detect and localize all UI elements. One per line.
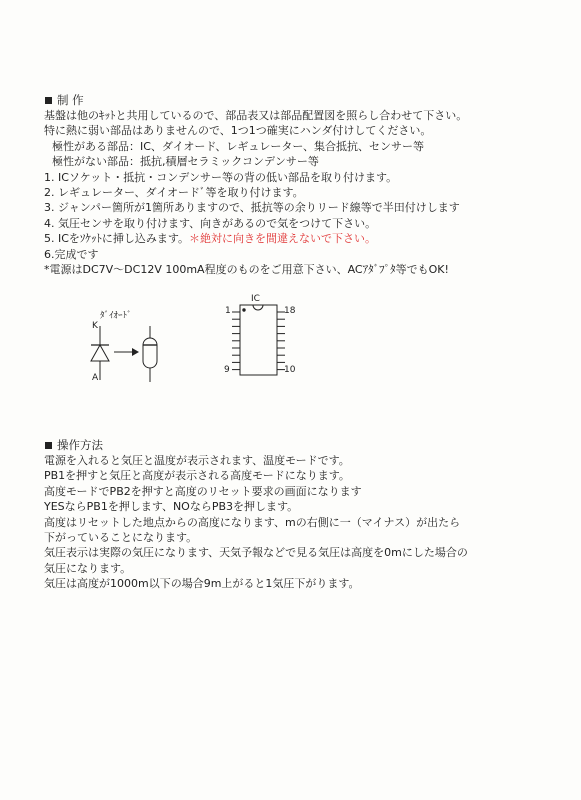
power-note: *電源はDC7V～DC12V 100mA程度のものをご用意下さい、ACｱﾀﾞﾌﾟﾀ等でもOK! [44,263,449,277]
ops-line-4: YESならPB1を押します、NOならPB3を押します。 [44,500,299,514]
make-step-1: 1. ICソケット・抵抗・コンデンサー等の背の低い部品を取り付けます。 [44,170,398,184]
make-line-2: 特に熱に弱い部品はありませんので、1つ1つ確実にハンダ付けしてください。 [44,124,432,138]
ops-line-8: 気圧になります。 [44,561,132,575]
make-step-5 [44,231,544,246]
ic-body [240,305,277,375]
make-step-6: 6.完成です [44,247,99,261]
physical-diode-body [143,338,157,368]
ic-pin-9-label: 9 [224,365,230,375]
ops-line-1: 電源を入れると気圧と温度が表示されます、温度モードです。 [44,454,350,467]
make-step-3: 3. ジャンパー箇所が1箇所ありますので、抵抗等の余りリード線等で半田付けします [44,201,460,215]
make-line-nonpolar: 極性がない部品：抵抗,積層セラミックコンデンサー等 [52,155,319,169]
make-step-5-text: 5. ICをｿｹｯﾄに挿し込みます。 [44,232,190,246]
ops-line-3: 高度モードでPB2を押すと高度のリセット要求の画面になります [44,484,362,498]
ic-pin1-dot [242,308,245,311]
diode-diagram [86,318,176,388]
section-make-title: 制 作 [44,92,544,108]
section-make [44,92,544,277]
diode-k-label: K [92,321,98,331]
make-line-1: 基盤は他のｷｯﾄと共用しているので、部品表又は部品配置図を照らし合わせて下さい。 [44,109,468,122]
diode-label: ﾀﾞｲｵｰﾄﾞ [100,311,132,321]
make-step-2: 2. レギュレーター、ダイオードﾞ等を取り付けます。 [44,186,304,200]
ops-line-7: 気圧表示は実際の気圧になります、天気予報などで見る気圧は高度を0mにした場合の [44,546,468,560]
ic-pin-1-label: 1 [225,306,231,316]
diode-a-label: A [92,373,99,383]
section-ops-title: 操作方法 [44,437,544,453]
warning-text: ＊絶対に向きを間違えないで下さい。 [189,232,377,246]
make-line-polar: 極性がある部品：IC、ダイオード、レギュレーター、集合抵抗、センサー等 [52,139,424,153]
ic-pin-10-label: 10 [284,365,296,375]
ic-pin-18-label: 18 [284,306,296,316]
ic-diagram [230,302,290,378]
ops-line-5: 高度はリセットした地点からの高度になります、mの右側に一（マイナス）が出たら [44,515,461,529]
ops-line-9: 気圧は高度が1000m以下の場合9m上がると1気圧下がります。 [44,577,360,591]
ic-notch [253,305,263,310]
arrow-head [132,348,139,356]
diode-triangle [91,345,109,361]
make-step-4: 4. 気圧センサを取り付けます、向きがあるので気をつけて下さい。 [44,216,377,230]
ic-label: IC [251,294,260,304]
ops-line-6: 下がっていることになります。 [44,531,198,545]
section-ops [44,437,544,592]
ops-line-2: PB1を押すと気圧と高度が表示される高度モードになります。 [44,469,350,483]
